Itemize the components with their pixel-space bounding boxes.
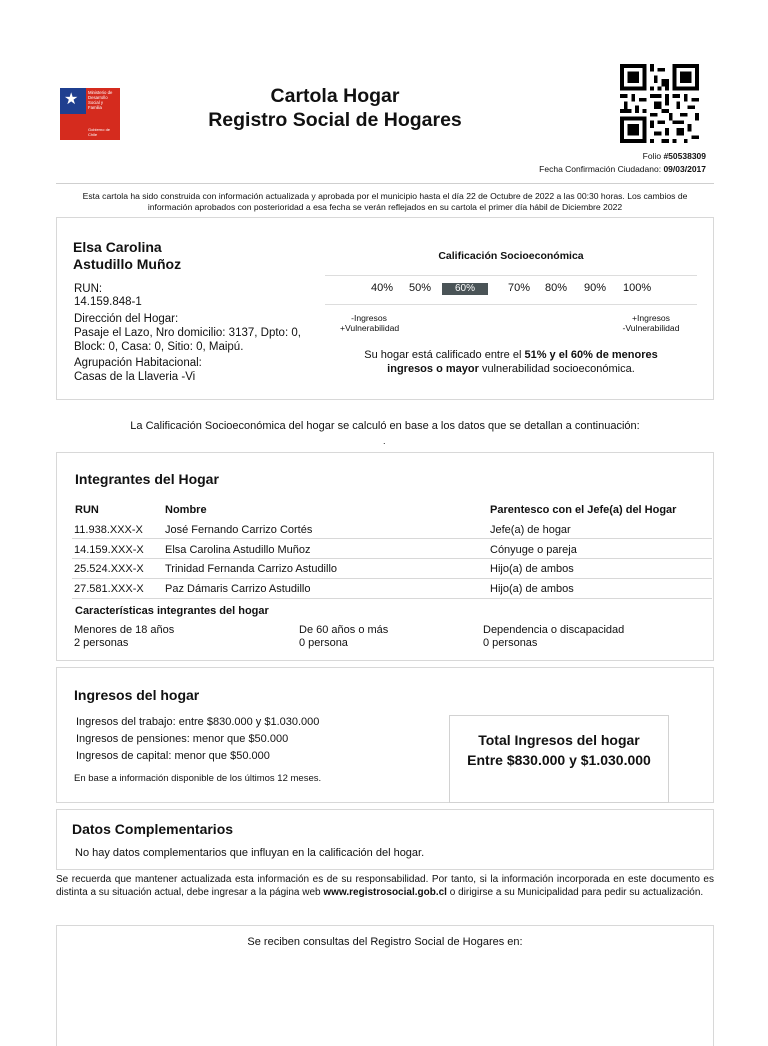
divider bbox=[56, 183, 714, 184]
direccion-value: Pasaje el Lazo, Nro domicilio: 3137, Dpto: 0, Block: 0, Casa: 0, Sitio: 0, Maipú. bbox=[74, 327, 301, 353]
caracteristicas-title: Características integrantes del hogar bbox=[75, 605, 269, 617]
calificacion-scale bbox=[325, 275, 697, 305]
right-label-ingresos: +Ingresos bbox=[632, 313, 670, 323]
registro-social-link[interactable]: www.registrosocial.gob.cl bbox=[323, 886, 447, 898]
row-4-run: 27.581.XXX-X bbox=[74, 583, 144, 595]
rank-text-b: 51% y el 60% de menores bbox=[524, 349, 658, 361]
tramo-100: 100% bbox=[623, 282, 652, 294]
calificacion-text bbox=[325, 348, 697, 376]
dependencia-label: Dependencia o discapacidad bbox=[483, 624, 625, 636]
menores-value: 2 personas bbox=[74, 637, 129, 649]
ingresos-pensiones: Ingresos de pensiones: menor que $50.000 bbox=[76, 733, 289, 745]
table-row bbox=[72, 578, 712, 579]
rank-text-a: Su hogar está calificado entre el bbox=[364, 349, 522, 361]
footer-text-b: o dirigirse a su Municipalidad para pedir su actualización. bbox=[449, 886, 704, 898]
footer-text bbox=[56, 874, 714, 899]
tramo-40: 40% bbox=[371, 282, 394, 294]
left-label-ingresos: -Ingresos bbox=[351, 313, 387, 323]
consultas-text: Se reciben consultas del Registro Social de Hogares en: bbox=[247, 936, 523, 948]
tramo-70: 70% bbox=[508, 282, 531, 294]
run-label: RUN: bbox=[74, 283, 103, 295]
row-2-run: 14.159.XXX-X bbox=[74, 544, 144, 556]
rank-text-c: ingresos o mayor bbox=[387, 363, 479, 375]
left-label-vulnerabilidad: +Vulnerabilidad bbox=[340, 323, 400, 333]
run-value: 14.159.848-1 bbox=[74, 296, 142, 308]
scale-right-label bbox=[618, 313, 684, 333]
row-4-nombre: Paz Dámaris Carrizo Astudillo bbox=[165, 583, 311, 595]
folio-label: Folio bbox=[642, 151, 662, 161]
agrupacion-value: Casas de la Llaveria -Vi bbox=[74, 371, 196, 383]
folio-value: #50538309 bbox=[663, 151, 706, 161]
row-4-parentesco: Hijo(a) de ambos bbox=[490, 583, 574, 595]
title-line1: Cartola Hogar bbox=[270, 85, 400, 107]
tramo-80: 80% bbox=[545, 282, 568, 294]
intro-dot: . bbox=[383, 436, 386, 446]
table-row bbox=[72, 558, 712, 559]
menores-label: Menores de 18 años bbox=[74, 624, 175, 636]
ingresos-title: Ingresos del hogar bbox=[74, 687, 200, 703]
logo-ministry-name: Ministerio de Desarrollo Social y Familia bbox=[88, 90, 113, 110]
mayores-label: De 60 años o más bbox=[299, 624, 389, 636]
row-2-parentesco: Cónyuge o pareja bbox=[490, 544, 577, 556]
qr-code-icon bbox=[620, 64, 699, 143]
row-3-nombre: Trinidad Fernanda Carrizo Astudillo bbox=[165, 563, 338, 575]
header-run: RUN bbox=[75, 504, 99, 516]
complementarios-title: Datos Complementarios bbox=[72, 821, 234, 837]
table-row bbox=[72, 538, 712, 539]
rank-text-d: vulnerabilidad socioeconómica. bbox=[481, 363, 635, 375]
notice-text: Esta cartola ha sido construida con información actualizada y aprobada por el municipio hasta el día 22 de Octubre de 2022 a las 00:30 horas. Los cambios de información aprobados con posterioridad a esa fecha se verán reflejados en su cartola el primer día hábil de Diciembre 2022 bbox=[82, 191, 688, 212]
header-nombre: Nombre bbox=[165, 504, 207, 516]
dependencia-value: 0 personas bbox=[483, 637, 538, 649]
header-parentesco: Parentesco con el Jefe(a) del Hogar bbox=[490, 504, 677, 516]
calificacion-title: Calificación Socioeconómica bbox=[438, 250, 584, 262]
row-3-parentesco: Hijo(a) de ambos bbox=[490, 563, 574, 575]
tramo-60-selected: 60% bbox=[442, 283, 488, 295]
nombre-line1: Elsa Carolina bbox=[73, 239, 162, 255]
logo-gobierno: Gobierno de Chile bbox=[88, 127, 111, 137]
row-3-run: 25.524.XXX-X bbox=[74, 563, 144, 575]
total-value: Entre $830.000 y $1.030.000 bbox=[467, 752, 651, 768]
row-1-parentesco: Jefe(a) de hogar bbox=[490, 524, 571, 536]
footer-text-a: Se recuerda que mantener actualizada esta información es de su responsabilidad. Por tanto, si la información incorporada en este documento es distinta a su situación actual, debe ingresar a la página web bbox=[56, 874, 714, 898]
complementarios-card bbox=[56, 809, 714, 870]
tramo-90: 90% bbox=[584, 282, 607, 294]
row-1-nombre: José Fernando Carrizo Cortés bbox=[165, 524, 313, 536]
row-2-nombre: Elsa Carolina Astudillo Muñoz bbox=[165, 544, 311, 556]
integrantes-title: Integrantes del Hogar bbox=[75, 471, 219, 487]
direccion-label: Dirección del Hogar: bbox=[74, 313, 179, 325]
right-label-vulnerabilidad: -Vulnerabilidad bbox=[622, 323, 680, 333]
total-ingresos-box bbox=[449, 715, 669, 803]
table-row bbox=[72, 598, 712, 599]
intro-text: La Calificación Socioeconómica del hogar se calculó en base a los datos que se detallan a continuación: bbox=[130, 420, 640, 432]
tramo-50: 50% bbox=[409, 282, 432, 294]
folio-block bbox=[539, 150, 706, 176]
mayores-value: 0 persona bbox=[299, 637, 348, 649]
ingresos-capital: Ingresos de capital: menor que $50.000 bbox=[76, 750, 270, 762]
row-1-run: 11.938.XXX-X bbox=[74, 524, 143, 536]
total-title: Total Ingresos del hogar bbox=[478, 732, 640, 748]
fecha-value: 09/03/2017 bbox=[663, 164, 706, 174]
fecha-label: Fecha Confirmación Ciudadano: bbox=[539, 164, 662, 174]
nombre-line2: Astudillo Muñoz bbox=[73, 256, 182, 272]
title-line2: Registro Social de Hogares bbox=[208, 109, 462, 131]
scale-left-label bbox=[340, 313, 398, 333]
flag-icon: ★ bbox=[60, 88, 86, 140]
agrupacion-label: Agrupación Habitacional: bbox=[74, 357, 202, 369]
ingresos-trabajo: Ingresos del trabajo: entre $830.000 y $1.030.000 bbox=[76, 716, 320, 728]
ingresos-nota: En base a información disponible de los últimos 12 meses. bbox=[74, 773, 322, 784]
complementarios-text: No hay datos complementarios que influyan en la calificación del hogar. bbox=[75, 847, 425, 859]
